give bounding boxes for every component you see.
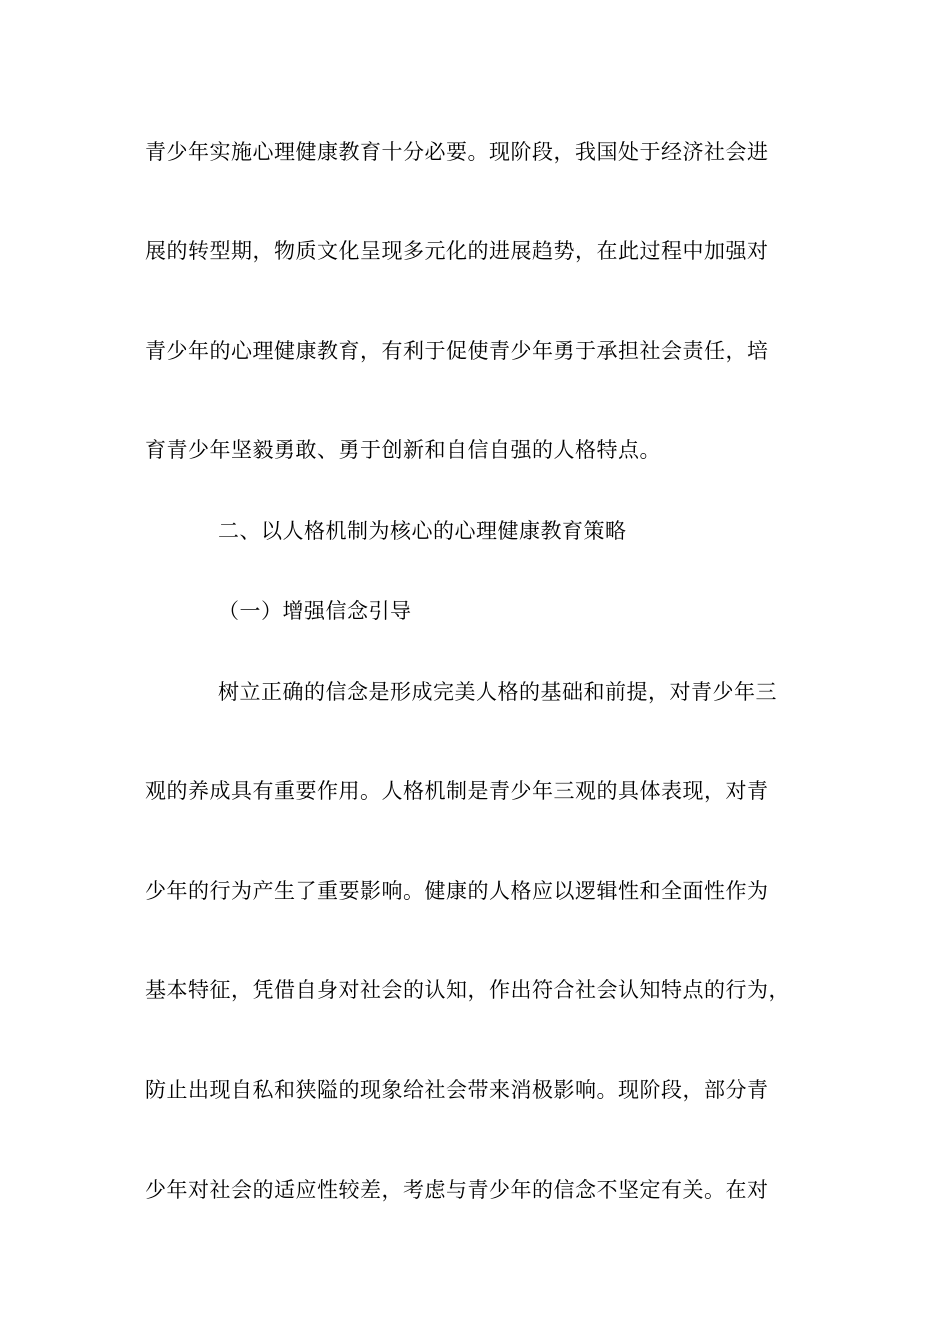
paragraph-line: 展的转型期，物质文化呈现多元化的进展趋势，在此过程中加强对 [145, 239, 769, 263]
paragraph-line: 青少年的心理健康教育，有利于促使青少年勇于承担社会责任，培 [145, 339, 769, 363]
section-heading: 二、以人格机制为核心的心理健康教育策略 [218, 519, 627, 543]
body-line: 少年的行为产生了重要影响。健康的人格应以逻辑性和全面性作为 [145, 879, 769, 903]
body-line: 观的养成具有重要作用。人格机制是青少年三观的具体表现，对青 [145, 779, 769, 803]
paragraph-line: 青少年实施心理健康教育十分必要。现阶段，我国处于经济社会进 [145, 140, 769, 164]
body-line: 少年对社会的适应性较差，考虑与青少年的信念不坚定有关。在对 [145, 1178, 769, 1202]
body-line: 防止出现自私和狭隘的现象给社会带来消极影响。现阶段，部分青 [145, 1078, 769, 1102]
paragraph-line: 育青少年坚毅勇敢、勇于创新和自信自强的人格特点。 [145, 438, 661, 462]
subsection-heading: （一）增强信念引导 [218, 599, 412, 623]
body-line: 树立正确的信念是形成完美人格的基础和前提，对青少年三 [218, 680, 777, 704]
body-line: 基本特征，凭借自身对社会的认知，作出符合社会认知特点的行为， [145, 978, 790, 1002]
